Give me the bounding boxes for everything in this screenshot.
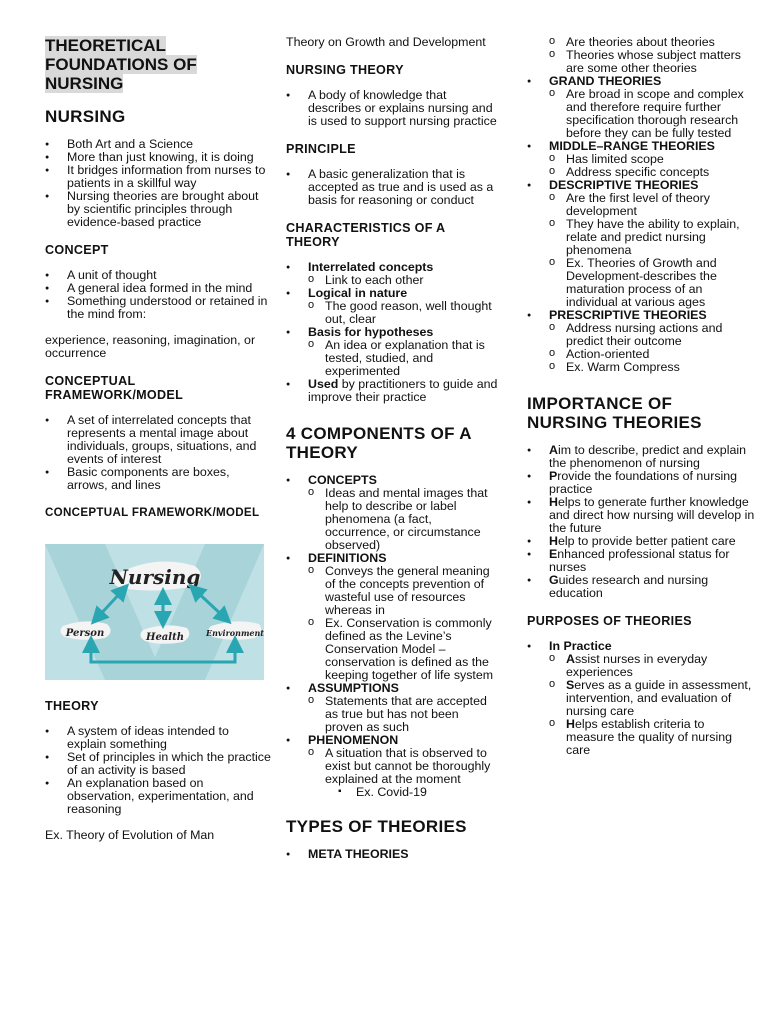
item-initial: H — [549, 534, 558, 548]
list-item: ● A basic generalization that is accepted as true and is used as a basis for reasoning or conduct — [286, 168, 498, 207]
concept-list — [45, 269, 271, 321]
list-item — [286, 474, 498, 552]
item-initial: A — [549, 443, 558, 457]
theory-example: Ex. Theory of Evolution of Man — [45, 828, 215, 842]
list-item: ● Both Art and a Science — [45, 138, 271, 151]
item-label: PRESCRIPTIVE THEORIES — [549, 308, 707, 322]
nursing-list — [45, 138, 271, 229]
sub-item: o An idea or explanation that is tested, studied, and experimented — [286, 339, 498, 378]
list-item — [527, 179, 755, 309]
item-label: Logical in nature — [308, 286, 408, 300]
list-item — [527, 75, 755, 140]
list-item — [527, 470, 755, 496]
list-item — [286, 682, 498, 734]
item-initial: P — [549, 469, 558, 483]
item-text: erves as a guide in assessment, intervention, and evaluation of nursing care — [566, 678, 752, 718]
item-text: elp to provide better patient care — [557, 534, 736, 548]
types-list — [286, 848, 498, 861]
item-initial: G — [549, 573, 559, 587]
diagram-label-nursing: Nursing — [109, 565, 201, 589]
sub-item: o Theories whose subject matters are some other theories — [527, 49, 755, 75]
list-item — [286, 552, 498, 682]
sub-item: o Conveys the general meaning of the concepts prevention of wasteful use of resources whereas in — [286, 565, 498, 617]
concept-sources: experience, reasoning, imagination, or occurrence — [45, 333, 256, 360]
item-label: GRAND THEORIES — [549, 74, 662, 88]
list-item: ● An explanation based on observation, experimentation, and reasoning — [45, 777, 271, 816]
list-item: ● Set of principles in which the practice of an activity is based — [45, 751, 271, 777]
types-heading: TYPES OF THEORIES — [286, 817, 467, 836]
list-item — [527, 496, 755, 535]
sub-item: o They have the ability to explain, relate and predict nursing phenomena — [527, 218, 755, 257]
list-item — [527, 548, 755, 574]
diagram-label-person: Person — [65, 628, 105, 639]
list-item: ● META THEORIES — [286, 848, 498, 861]
purposes-heading: PURPOSES OF THEORIES — [527, 614, 692, 628]
sub-item: o Are theories about theories — [527, 36, 755, 49]
item-label: CONCEPTS — [308, 473, 377, 487]
concept-heading: CONCEPT — [45, 243, 109, 257]
importance-heading: IMPORTANCE OF NURSING THEORIES — [527, 394, 702, 432]
principle-heading: PRINCIPLE — [286, 142, 356, 156]
sub-item: o Are broad in scope and complex and therefore require further specification thorough research before they can be fully tested — [527, 88, 755, 140]
item-label: Used — [308, 377, 339, 391]
item-text: nhanced professional status for nurses — [549, 547, 730, 574]
sub-item: o Address specific concepts — [527, 166, 755, 179]
item-text: ssist nurses in everyday experiences — [566, 652, 708, 679]
sub-item: o Ex. Theories of Growth and Development-describes the maturation process of an individual at various ages — [527, 257, 755, 309]
item-label: DEFINITIONS — [308, 551, 387, 565]
diagram-label-environment: Environment — [205, 628, 264, 638]
meta-theories-sub-list — [527, 36, 755, 75]
components-list — [286, 474, 498, 799]
list-item: ● It bridges information from nurses to patients in a skillful way — [45, 164, 271, 190]
item-text: elps establish criteria to measure the quality of nursing care — [566, 717, 732, 757]
sub-item: o A situation that is observed to exist but cannot be thoroughly explained at the moment — [286, 747, 498, 786]
title-line: NURSING — [45, 74, 124, 93]
sub-item — [527, 679, 755, 718]
item-label: MIDDLE–RANGE THEORIES — [549, 139, 715, 153]
item-label: In Practice — [549, 639, 612, 653]
item-text: rovide the foundations of nursing practice — [549, 469, 738, 496]
title-line: THEORETICAL — [45, 36, 166, 55]
sub-item: o The good reason, well thought out, clear — [286, 300, 498, 326]
list-item: ● A set of interrelated concepts that represents a mental image about individuals, groups, situations, and events of interest — [45, 414, 271, 466]
nursing-model-diagram — [45, 544, 264, 680]
sub-item: o Ex. Warm Compress — [527, 361, 755, 374]
sub-item — [527, 718, 755, 757]
nursing-theory-list — [286, 89, 498, 128]
components-heading: 4 COMPONENTS OF A THEORY — [286, 424, 472, 462]
framework-model-heading: CONCEPTUAL FRAMEWORK/MODEL — [45, 506, 260, 519]
list-item: ● Nursing theories are brought about by scientific principles through evidence-based practice — [45, 190, 271, 229]
item-label: Basis for hypotheses — [308, 325, 434, 339]
sub-item: o Statements that are accepted as true but has not been proven as such — [286, 695, 498, 734]
theory-heading: THEORY — [45, 699, 99, 713]
continued-text: Theory on Growth and Development — [286, 35, 486, 49]
sub-item: o Ideas and mental images that help to describe or label phenomena (a fact, occurrence, or circumstance observed) — [286, 487, 498, 552]
list-item — [527, 309, 755, 374]
purposes-list — [527, 640, 755, 757]
item-initial: A — [566, 652, 575, 666]
list-item: ● A body of knowledge that describes or explains nursing and is used to support nursing practice — [286, 89, 498, 128]
nursing-theory-heading: NURSING THEORY — [286, 63, 404, 77]
item-text: im to describe, predict and explain the phenomenon of nursing — [549, 443, 746, 470]
sub-item: o Ex. Conservation is commonly defined as the Levine’s Conservation Model – conservation is defined as the keeping together of life system — [286, 617, 498, 682]
sub-item: o Action-oriented — [527, 348, 755, 361]
list-item: ● Basic components are boxes, arrows, and lines — [45, 466, 271, 492]
principle-list — [286, 168, 498, 207]
item-text: by practitioners to guide and improve their practice — [308, 377, 498, 404]
item-initial: E — [549, 547, 558, 561]
list-item — [286, 261, 498, 287]
item-label: ASSUMPTIONS — [308, 681, 399, 695]
list-item — [527, 140, 755, 179]
importance-list — [527, 444, 755, 600]
sub-item: o Link to each other — [286, 274, 498, 287]
list-item — [527, 574, 755, 600]
list-item — [286, 287, 498, 326]
item-initial: H — [549, 495, 558, 509]
page-title — [45, 36, 271, 93]
column-1 — [45, 36, 271, 842]
sub-sub-item: ▪ Ex. Covid-19 — [286, 786, 498, 799]
list-item: ● A system of ideas intended to explain something — [45, 725, 271, 751]
list-item: ● Something understood or retained in the mind from: — [45, 295, 271, 321]
sub-item — [527, 653, 755, 679]
framework-heading: CONCEPTUAL FRAMEWORK/MODEL — [45, 374, 184, 402]
theory-list — [45, 725, 271, 816]
framework-list — [45, 414, 271, 492]
list-item — [286, 734, 498, 799]
list-item — [527, 444, 755, 470]
characteristics-list — [286, 261, 498, 404]
sub-item: o Has limited scope — [527, 153, 755, 166]
item-initial: S — [566, 678, 575, 692]
item-initial: H — [566, 717, 575, 731]
list-item: ● A unit of thought — [45, 269, 271, 282]
theory-types-list — [527, 75, 755, 374]
column-3 — [527, 36, 755, 757]
item-label: PHENOMENON — [308, 733, 399, 747]
characteristics-heading: CHARACTERISTICS OF A THEORY — [286, 221, 445, 249]
item-text: elps to generate further knowledge and direct how nursing will develop in the future — [549, 495, 755, 535]
diagram-label-health: Health — [146, 632, 184, 643]
item-label: DESCRIPTIVE THEORIES — [549, 178, 699, 192]
list-item: ● A general idea formed in the mind — [45, 282, 271, 295]
sub-item: o Are the first level of theory development — [527, 192, 755, 218]
sub-item: o Address nursing actions and predict their outcome — [527, 322, 755, 348]
list-item — [286, 378, 498, 404]
item-text: uides research and nursing education — [549, 573, 709, 600]
column-2 — [286, 36, 498, 861]
list-item — [527, 640, 755, 757]
title-line: FOUNDATIONS OF — [45, 55, 197, 74]
nursing-heading: NURSING — [45, 107, 126, 126]
list-item — [286, 326, 498, 378]
item-label: Interrelated concepts — [308, 260, 434, 274]
list-item: ● More than just knowing, it is doing — [45, 151, 271, 164]
